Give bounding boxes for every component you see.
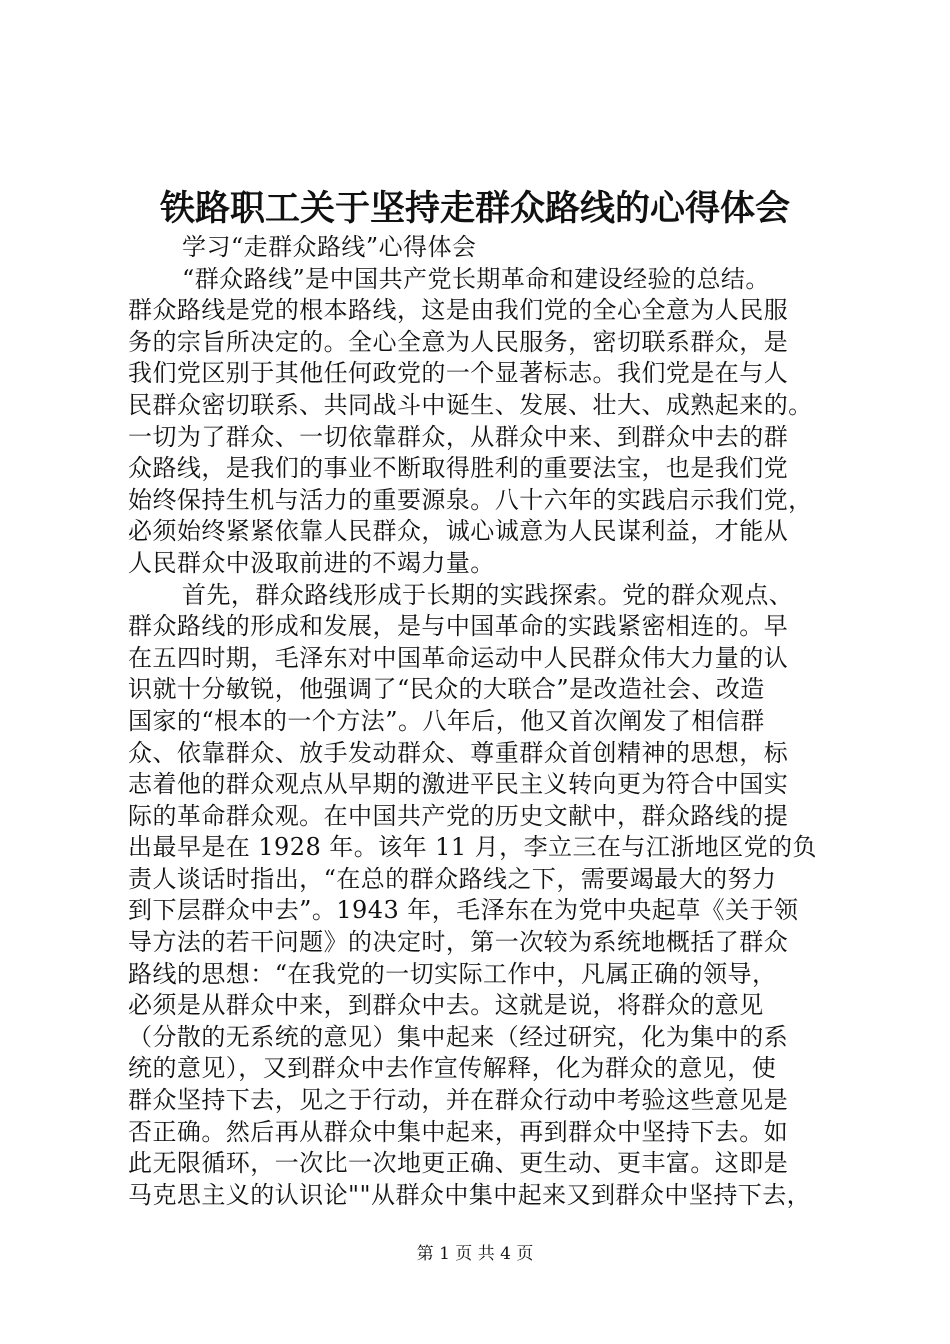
paragraph-line: 责人谈话时指出，“在总的群众路线之下，需要竭最大的努力 bbox=[128, 864, 777, 893]
subtitle-line: 学习“走群众路线”心得体会 bbox=[182, 233, 477, 261]
paragraph-line: 我们党区别于其他任何政党的一个显著标志。我们党是在与人 bbox=[128, 359, 789, 388]
paragraph-line: 此无限循环，一次比一次地更正确、更生动、更丰富。这即是 bbox=[128, 1149, 789, 1178]
paragraph-line: 众、依靠群众、放手发动群众、尊重群众首创精神的思想，标 bbox=[128, 738, 789, 767]
paragraph-line: （分散的无系统的意见）集中起来（经过研究，化为集中的系 bbox=[128, 1022, 789, 1051]
paragraph-line: 识就十分敏锐，他强调了“民众的大联合”是改造社会、改造 bbox=[128, 675, 765, 704]
paragraph-line: 必须始终紧紧依靠人民群众，诚心诚意为人民谋利益，才能从 bbox=[128, 517, 789, 546]
paragraph-line: 民群众密切联系、共同战斗中诞生、发展、壮大、成熟起来的。 bbox=[128, 390, 813, 419]
paragraph-line: 务的宗旨所决定的。全心全意为人民服务，密切联系群众，是 bbox=[128, 327, 789, 356]
paragraph-line: 必须是从群众中来，到群众中去。这就是说，将群众的意见 bbox=[128, 991, 764, 1020]
paragraph-line: 否正确。然后再从群众中集中起来，再到群众中坚持下去。如 bbox=[128, 1117, 789, 1146]
paragraph-line: 众路线，是我们的事业不断取得胜利的重要法宝，也是我们党 bbox=[128, 454, 789, 483]
paragraph-line: 际的革命群众观。在中国共产党的历史文献中，群众路线的提 bbox=[128, 801, 789, 830]
paragraph-line: 群众坚持下去，见之于行动，并在群众行动中考验这些意见是 bbox=[128, 1086, 789, 1115]
paragraph-line: 始终保持生机与活力的重要源泉。八十六年的实践启示我们党， bbox=[128, 485, 813, 514]
paragraph-line: 出最早是在 1928 年。该年 11 月，李立三在与江浙地区党的负 bbox=[128, 833, 817, 862]
paragraph-line: 人民群众中汲取前进的不竭力量。 bbox=[128, 548, 495, 577]
paragraph-line: 路线的思想：“在我党的一切实际工作中，凡属正确的领导， bbox=[128, 959, 777, 988]
paragraph-line: 统的意见），又到群众中去作宣传解释，化为群众的意见，使 bbox=[128, 1054, 777, 1083]
paragraph-line: 马克思主义的认识论""从群众中集中起来又到群众中坚持下去， bbox=[128, 1180, 812, 1209]
paragraph-line: 国家的“根本的一个方法”。八年后，他又首次阐发了相信群 bbox=[128, 706, 765, 735]
paragraph-line: 群众路线是党的根本路线，这是由我们党的全心全意为人民服 bbox=[128, 296, 789, 325]
paragraph-line: 在五四时期，毛泽东对中国革命运动中人民群众伟大力量的认 bbox=[128, 643, 789, 672]
page-number-footer: 第 1 页 共 4 页 bbox=[416, 1244, 534, 1264]
paragraph-line: 一切为了群众、一切依靠群众，从群众中来、到群众中去的群 bbox=[128, 422, 789, 451]
document-title: 铁路职工关于坚持走群众路线的心得体会 bbox=[159, 188, 790, 229]
paragraph-line: 首先，群众路线形成于长期的实践探索。党的群众观点、 bbox=[182, 580, 794, 609]
paragraph-line: 到下层群众中去”。1943 年，毛泽东在为党中央起草《关于领 bbox=[128, 896, 799, 925]
paragraph-line: “群众路线”是中国共产党长期革命和建设经验的总结。 bbox=[182, 264, 770, 293]
paragraph-line: 导方法的若干问题》的决定时，第一次较为系统地概括了群众 bbox=[128, 928, 789, 957]
paragraph-line: 群众路线的形成和发展，是与中国革命的实践紧密相连的。早 bbox=[128, 612, 789, 641]
document-body bbox=[128, 232, 828, 1211]
paragraph-line: 志着他的群众观点从早期的激进平民主义转向更为符合中国实 bbox=[128, 770, 789, 799]
